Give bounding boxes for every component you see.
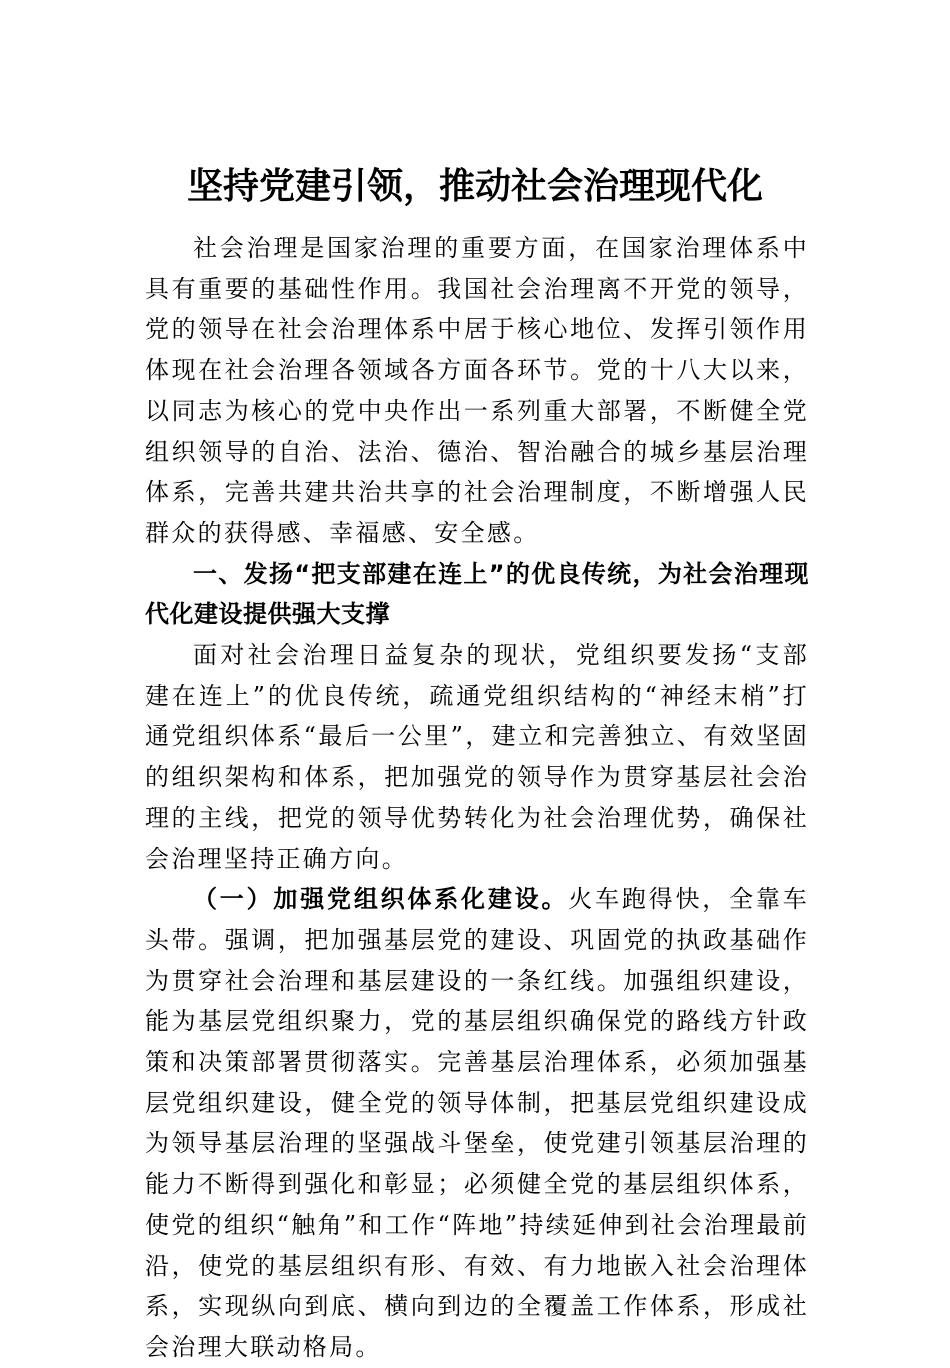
subsection-1-text: 火车跑得快，全靠车头带。强调，把加强基层党的建设、巩固党的执政基础作为贯穿社会治理和基层建设的一条红线。加强组织建设，能为基层党组织聚力，党的基层组织确保党的路线方针政策和决策部署贯彻落实。完善基层治理体系，必须加强基层党组织建设，健全党的领导体制，把基层党组织建设成为领导基层治理的坚强战斗堡垒，使党建引领基层治理的能力不断得到强化和彰显；必须健全党的基层组织体系，使党的组织“触角”和工作“阵地”持续延伸到社会治理最前沿，使党的基层组织有形、有效、有力地嵌入社会治理体系，实现纵向到底、横向到边的全覆盖工作体系，形成社会治理大联动格局。 xyxy=(145,885,809,1361)
document-title: 坚持党建引领，推动社会治理现代化 xyxy=(186,165,763,207)
subsection-1-paragraph xyxy=(145,879,809,1367)
subsection-heading-1: （一）加强党组织体系化建设。 xyxy=(193,884,569,914)
document-body xyxy=(145,228,809,1368)
section-1-paragraph: 面对社会治理日益复杂的现状，党组织要发扬“支部建在连上”的优良传统，疏通党组织结构的“神经末梢”打通党组织体系“最后一公里”，建立和完善独立、有效坚固的组织架构和体系，把加强党的领导作为贯穿基层社会治理的主线，把党的领导优势转化为社会治理优势，确保社会治理坚持正确方向。 xyxy=(145,641,809,873)
intro-paragraph: 社会治理是国家治理的重要方面，在国家治理体系中具有重要的基础性作用。我国社会治理离不开党的领导，党的领导在社会治理体系中居于核心地位、发挥引领作用体现在社会治理各领域各方面各环节。党的十八大以来，以同志为核心的党中央作出一系列重大部署，不断健全党组织领导的自治、法治、德治、智治融合的城乡基层治理体系，完善共建共治共享的社会治理制度，不断增强人民群众的获得感、幸福感、安全感。 xyxy=(145,234,809,547)
section-heading-1: 一、发扬“把支部建在连上”的优良传统，为社会治理现代化建设提供强大支撑 xyxy=(145,559,809,629)
